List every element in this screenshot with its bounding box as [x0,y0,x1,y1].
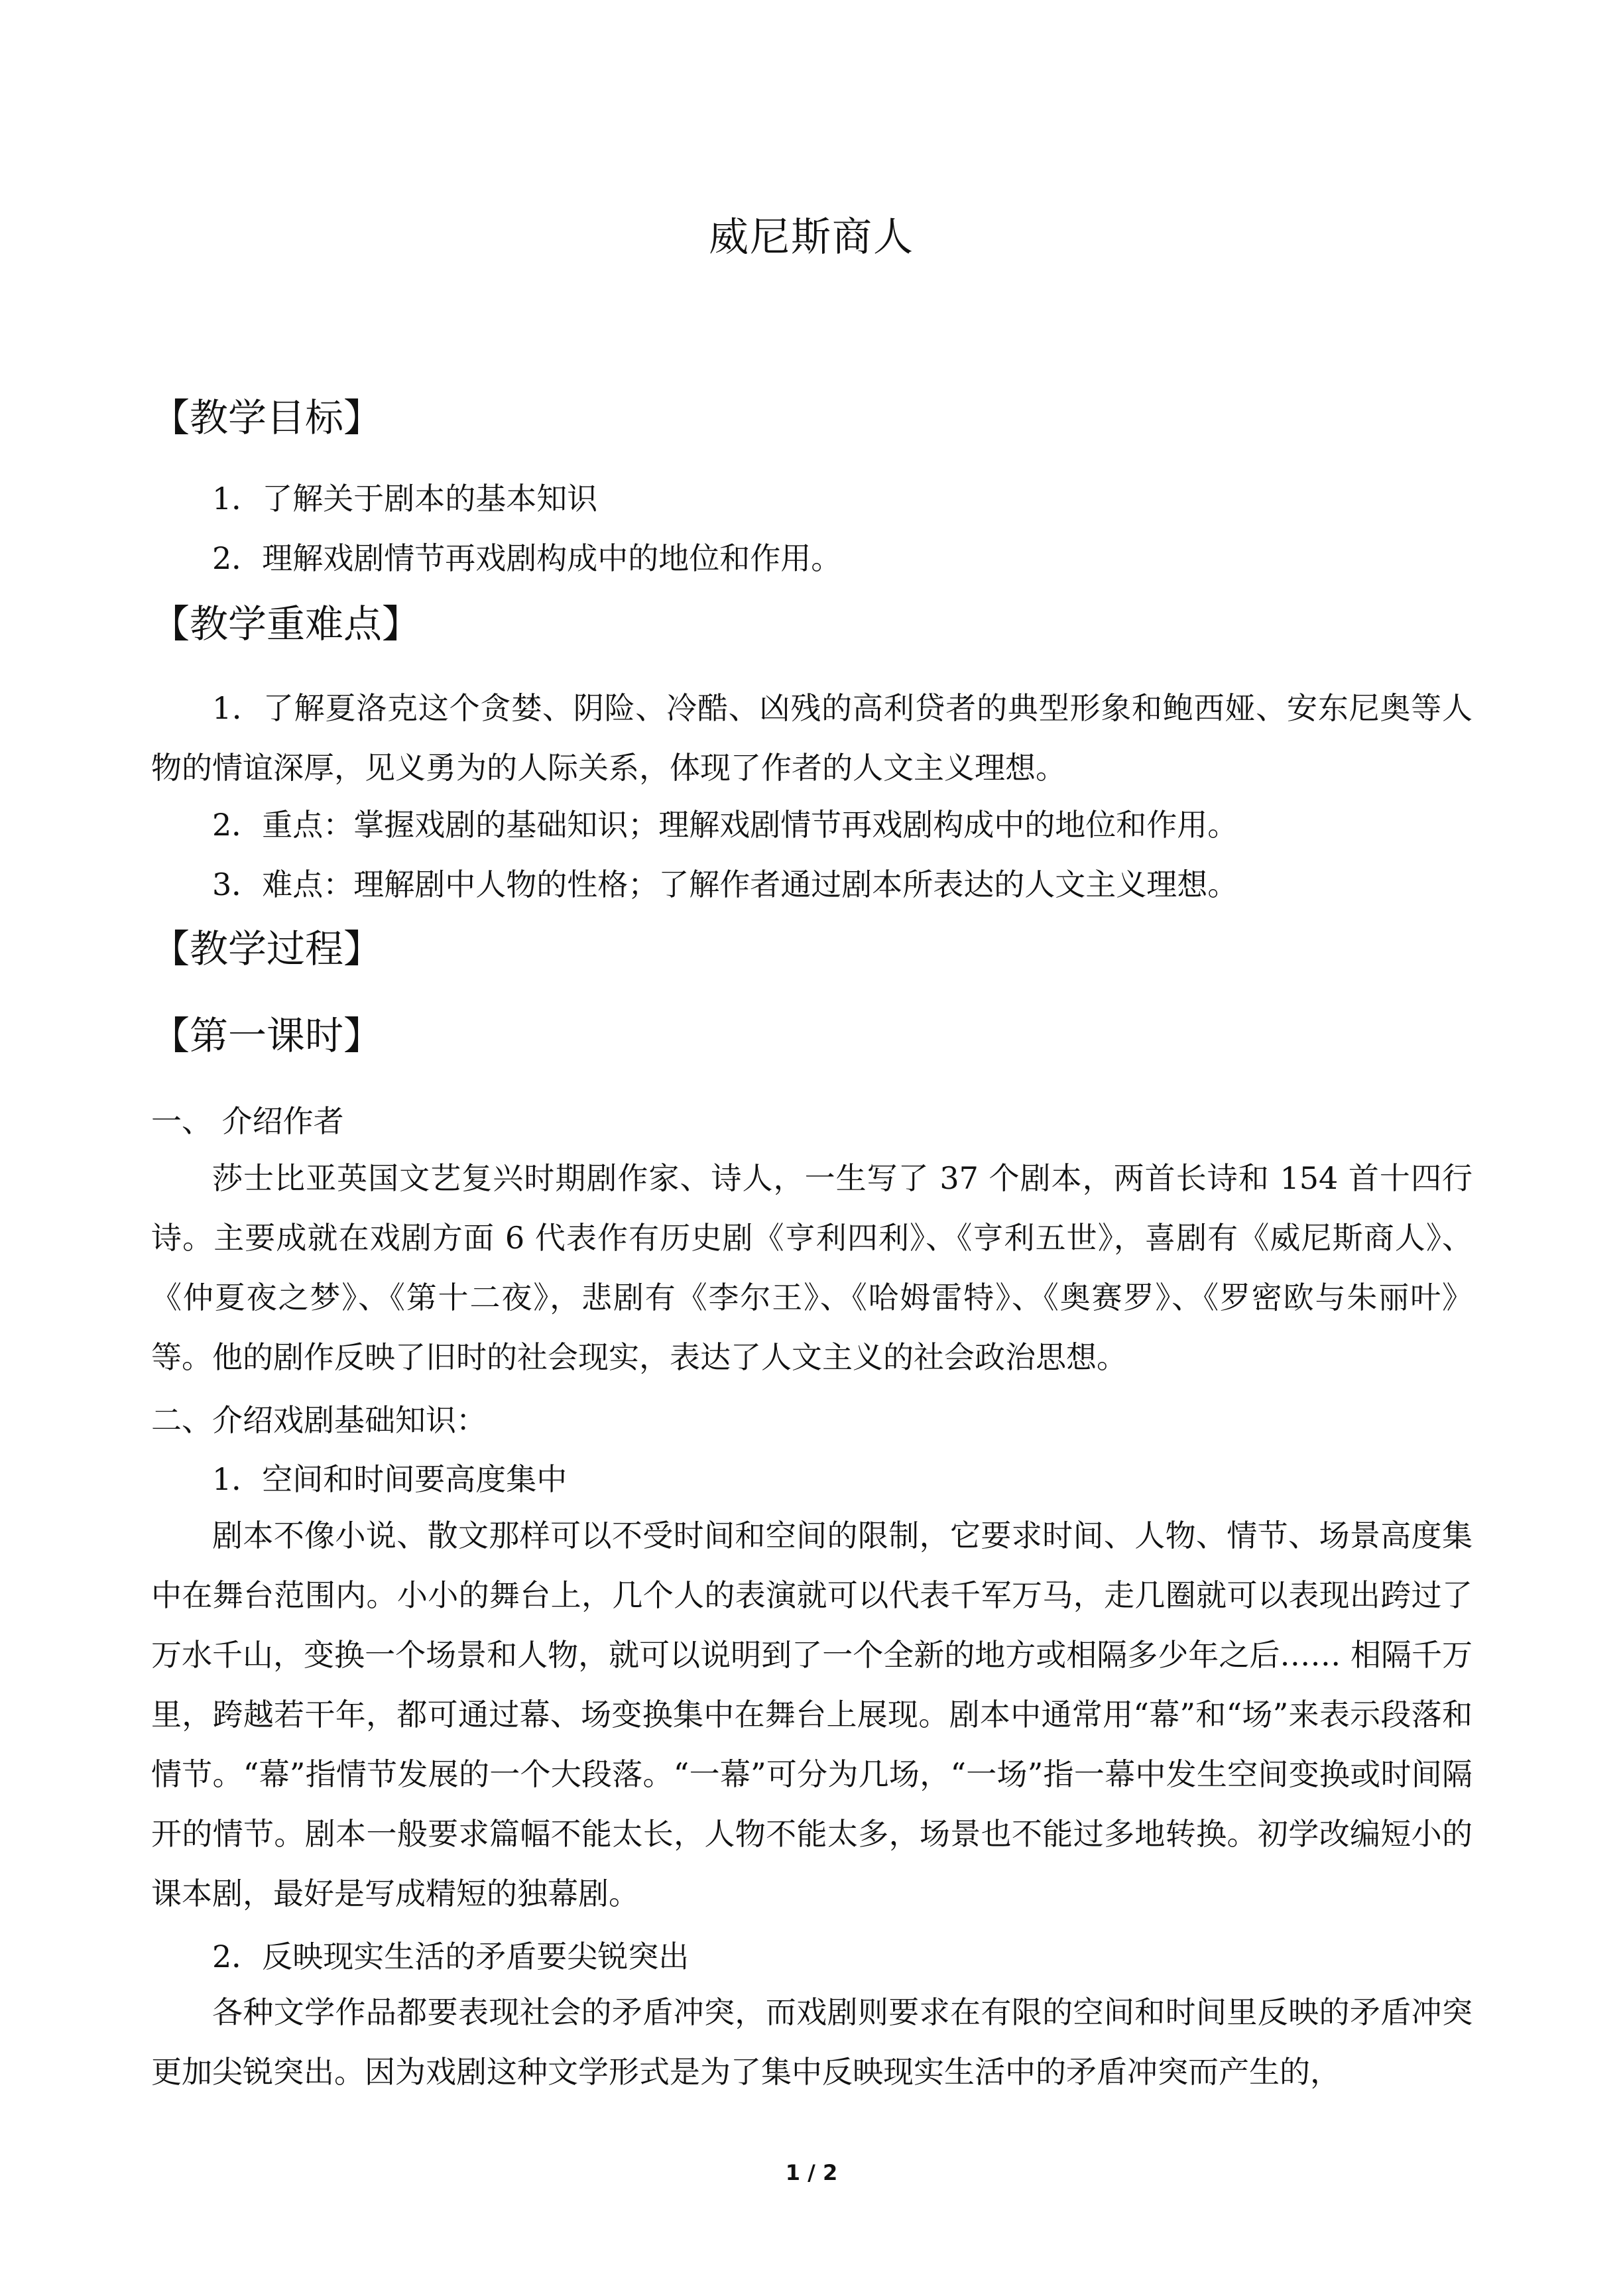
key-point-item-1: 1．了解夏洛克这个贪婪、阴险、冷酷、凶残的高利贷者的典型形象和鲍西娅、安东尼奥等人物的情谊深厚，见义勇为的人际关系，体现了作者的人文主义理想。 [151,690,1473,786]
heading-process: 【教学过程】 [151,926,383,971]
section-introduce-author: 一、 介绍作者 [151,1103,344,1139]
key-point-item-2: 2．重点：掌握戏剧的基础知识；理解戏剧情节再戏剧构成中的地位和作用。 [212,807,1238,843]
page-number: 1 / 2 [785,2160,838,2185]
drama-point-2-paragraph: 各种文学作品都要表现社会的矛盾冲突，而戏剧则要求在有限的空间和时间里反映的矛盾冲突更加尖锐突出。因为戏剧这种文学形式是为了集中反映现实生活中的矛盾冲突而产生的， [151,1994,1473,2090]
key-point-item-3: 3．难点：理解剧中人物的性格；了解作者通过剧本所表达的人文主义理想。 [212,867,1238,902]
drama-point-2-title: 2．反映现实生活的矛盾要尖锐突出 [212,1939,690,1974]
document-title: 威尼斯商人 [709,214,914,261]
drama-point-1-title: 1．空间和时间要高度集中 [212,1461,568,1497]
heading-objectives: 【教学目标】 [151,395,383,440]
drama-point-1-paragraph: 剧本不像小说、散文那样可以不受时间和空间的限制，它要求时间、人物、情节、场景高度集中在舞台范围内。小小的舞台上，几个人的表演就可以代表千军万马，走几圈就可以表现出跨过了万水千山，变换一个场景和人物，就可以说明到了一个全新的地方或相隔多少年之后…… 相隔千万里，跨越若干年，都可通过幕、场变换集中在舞台上展现。剧本中通常用“幕”和“场”来表示段落和情节。“幕”指情节发展的一个大段落。“一幕”可分为几场，“一场”指一幕中发生空间变换或时间隔开的情节。剧本一般要求篇幅不能太长，人物不能太多，场景也不能过多地转换。初学改编短小的课本剧，最好是写成精短的独幕剧。 [151,1518,1473,1911]
objective-item-1: 1．了解关于剧本的基本知识 [212,481,598,516]
heading-key-points: 【教学重难点】 [151,601,421,646]
heading-lesson-1: 【第一课时】 [151,1013,383,1058]
author-paragraph: 莎士比亚英国文艺复兴时期剧作家、诗人，一生写了 37 个剧本，两首长诗和 154 首十四行诗。主要成就在戏剧方面 6 代表作有历史剧《亨利四利》、《亨利五世》，喜剧有《威尼斯商人》、《仲夏夜之梦》、《第十二夜》，悲剧有《李尔王》、《哈姆雷特》、《奥赛罗》、《罗密欧与朱丽叶》等。他的剧作反映了旧时的社会现实，表达了人文主义的社会政治思想。 [151,1160,1473,1375]
objective-item-2: 2．理解戏剧情节再戏剧构成中的地位和作用。 [212,540,842,576]
section-drama-basics: 二、介绍戏剧基础知识： [151,1402,487,1438]
